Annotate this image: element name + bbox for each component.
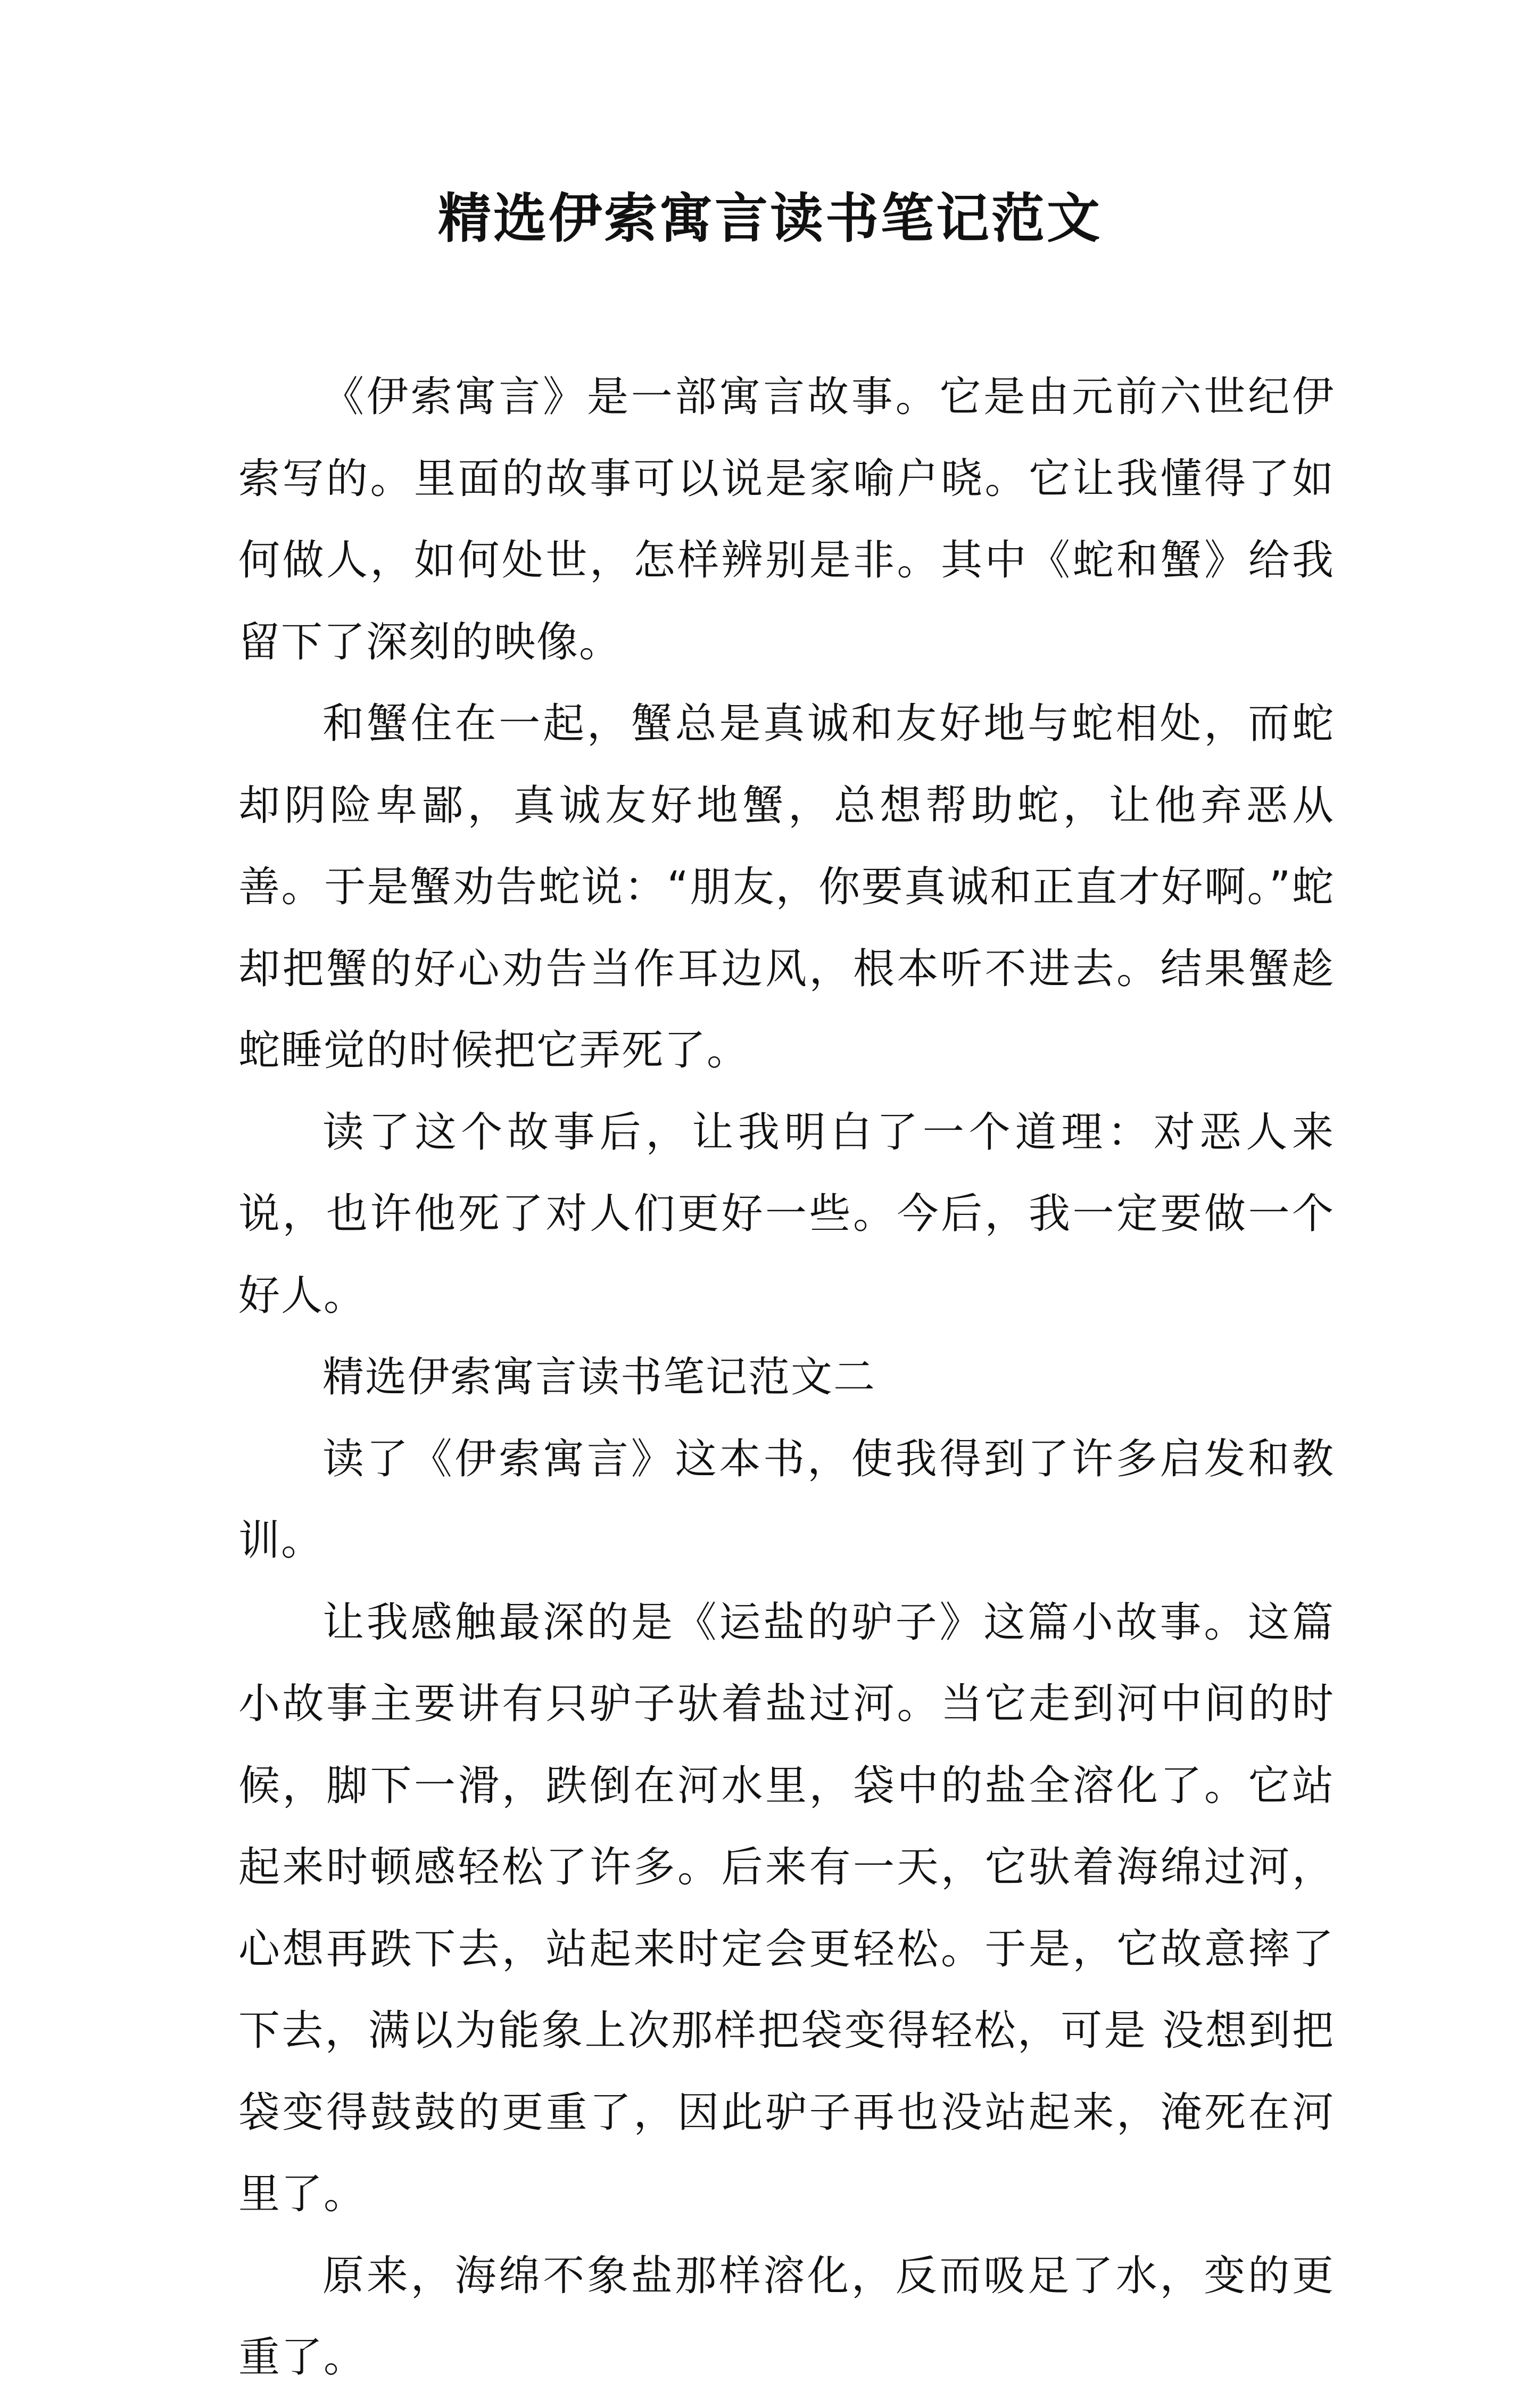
paragraph-intro: 《伊索寓言》是一部寓言故事。它是由元前六世纪伊索写的。里面的故事可以说是家喻户晓。它让我懂得了如何做人，如何处世，怎样辨别是非。其中《蛇和蟹》给我留下了深刻的映像。 [238,373,1335,666]
paragraph-lesson: 读了这个故事后，让我明白了一个道理：对恶人来说，也许他死了对人们更好一些。今后，我一定要做一个好人。 [238,1108,1335,1320]
paragraph-conclusion: 原来，海绵不象盐那样溶化，反而吸足了水，变的更重了。 [238,2252,1335,2381]
paragraph-second-intro: 读了《伊索寓言》这本书，使我得到了许多启发和教训。 [238,1435,1335,1565]
paragraph-snake-and-crab: 和蟹住在一起，蟹总是真诚和友好地与蛇相处，而蛇却阴险卑鄙，真诚友好地蟹，总想帮助蛇，让他弃恶从善。于是蟹劝告蛇说：“朋友，你要真诚和正直才好啊。”蛇却把蟹的好心劝告当作耳边风，根本听不进去。结果蟹趁蛇睡觉的时候把它弄死了。 [238,700,1335,1074]
section-heading-two: 精选伊索寓言读书笔记范文二 [322,1353,876,1401]
paragraph-salt-donkey: 让我感触最深的是《运盐的驴子》这篇小故事。这篇小故事主要讲有只驴子驮着盐过河。当它走到河中间的时候，脚下一滑，跌倒在河水里，袋中的盐全溶化了。它站起来时顿感轻松了许多。后来有一天，它驮着海绵过河，心想再跌下去，站起来时定会更轻松。于是，它故意摔了下去，满以为能象上次那样把袋变得轻松，可是 没想到把袋变得鼓鼓的更重了，因此驴子再也没站起来，淹死在河里了。 [238,1598,1335,2218]
document-body [238,357,1335,2399]
document-title: 精选伊索寓言读书笔记范文 [438,187,1102,250]
